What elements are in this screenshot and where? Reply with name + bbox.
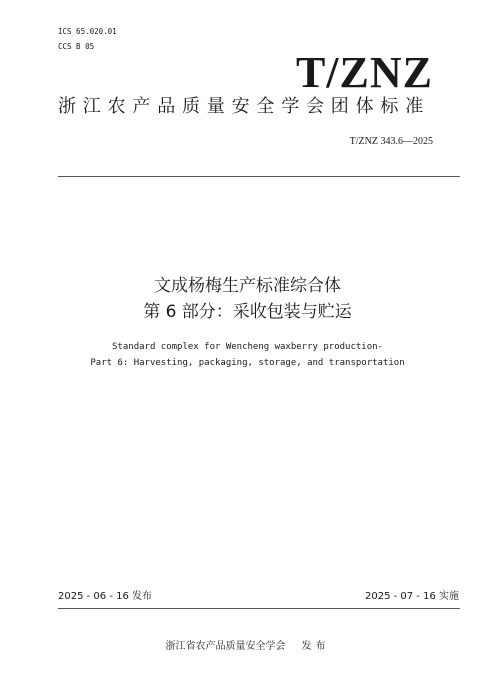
top-divider [58, 176, 460, 177]
classification-codes [58, 24, 117, 54]
bottom-divider [58, 608, 460, 609]
publisher-name: 浙江省农产品质量安全学会 [165, 641, 286, 652]
title-line-1: 文成杨梅生产标准综合体 [154, 276, 341, 296]
standard-brand-mark: T/ZNZ [295, 48, 433, 97]
title-line-2: 第 6 部分：采收包装与贮运 [143, 302, 352, 322]
publish-action: 发布 [301, 641, 330, 652]
ics-code: ICS 65.020.01 [58, 27, 117, 36]
ccs-code: CCS B 05 [58, 42, 95, 51]
implementation-date: 2025 - 07 - 16 实施 [364, 591, 459, 602]
issue-date: 2025 - 06 - 16 发布 [58, 591, 153, 602]
organization-name: 浙江农产品质量安全学会团体标准 [58, 96, 430, 117]
english-title-line-2: Part 6: Harvesting, packaging, storage, and transportation [90, 358, 405, 368]
english-title-line-1: Standard complex for Wencheng waxberry production- [112, 342, 383, 352]
publisher-line [0, 640, 495, 654]
standard-number: T/ZNZ 343.6—2025 [349, 136, 433, 147]
